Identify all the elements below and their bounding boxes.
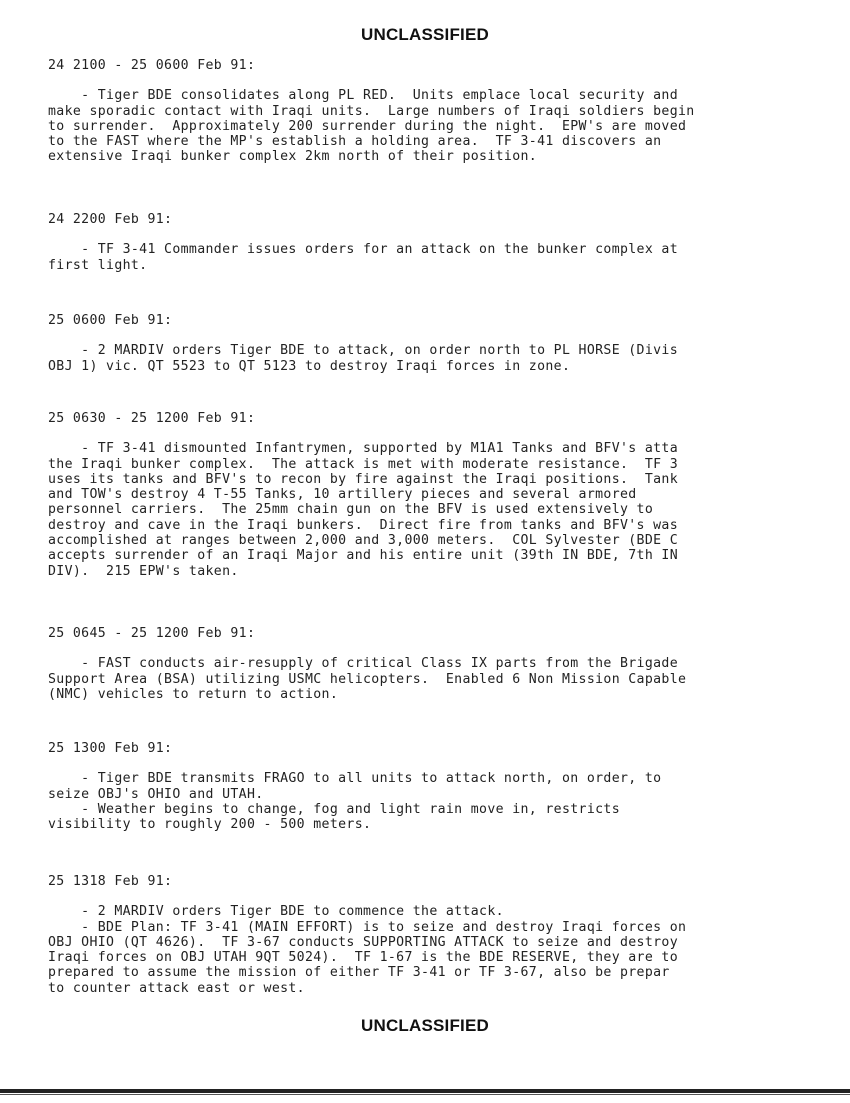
entry-line: and TOW's destroy 4 T-55 Tanks, 10 artillery pieces and several armored [48,487,637,503]
entry-line: extensive Iraqi bunker complex 2km north of their position. [48,149,538,165]
entry-line: first light. [48,257,148,273]
entry-line: uses its tanks and BFV's to recon by fire against the Iraqi positions. Tank [48,471,679,487]
entry-line: accepts surrender of an Iraqi Major and his entire unit (39th IN BDE, 7th IN [48,548,679,564]
entry-line: to the FAST where the MP's establish a holding area. TF 3-41 discovers an [48,134,662,150]
entry-line: OBJ 1) vic. QT 5523 to QT 5123 to destroy Iraqi forces in zone. [48,358,571,374]
entry-line: - Tiger BDE transmits FRAGO to all units to attack north, on order, to [48,771,662,787]
entry-line: to surrender. Approximately 200 surrender during the night. EPW's are moved [48,118,687,134]
classification-footer: UNCLASSIFIED [360,1016,490,1035]
entry-line: DIV). 215 EPW's taken. [48,563,239,579]
entry-line: - 2 MARDIV orders Tiger BDE to commence the attack. [48,904,504,920]
entry-line: make sporadic contact with Iraqi units. Large numbers of Iraqi soldiers begin [48,103,695,119]
entry-line: - TF 3-41 Commander issues orders for an attack on the bunker complex at [48,242,679,258]
entry-line: prepared to assume the mission of either TF 3-41 or TF 3-67, also be prepar [48,965,670,981]
entry-time: 25 1318 Feb 91: [48,874,173,889]
entry-line: - Tiger BDE consolidates along PL RED. Units emplace local security and [48,88,679,104]
entry-line: seize OBJ's OHIO and UTAH. [48,786,264,802]
log-entry [48,313,823,374]
log-entry [48,212,823,273]
entry-line: Iraqi forces on OBJ UTAH 9QT 5024). TF 1-67 is the BDE RESERVE, they are to [48,950,679,966]
entry-time: 24 2200 Feb 91: [48,212,173,227]
entry-line: (NMC) vehicles to return to action. [48,686,339,702]
bottom-border-rule-thin [0,1094,850,1095]
entry-line: - BDE Plan: TF 3-41 (MAIN EFFORT) is to seize and destroy Iraqi forces on [48,919,687,935]
entry-time: 25 1300 Feb 91: [48,741,173,756]
entry-time: 25 0645 - 25 1200 Feb 91: [48,626,256,641]
log-entry [48,411,823,579]
entry-line: - Weather begins to change, fog and light rain move in, restricts [48,801,620,817]
log-entry [48,874,823,996]
entry-line: - TF 3-41 dismounted Infantrymen, supported by M1A1 Tanks and BFV's atta [48,441,679,457]
entry-line: - 2 MARDIV orders Tiger BDE to attack, on order north to PL HORSE (Divis [48,343,679,359]
entry-line: destroy and cave in the Iraqi bunkers. Direct fire from tanks and BFV's was [48,517,679,533]
entry-line: personnel carriers. The 25mm chain gun on the BFV is used extensively to [48,502,654,518]
entry-time: 25 0600 Feb 91: [48,313,173,328]
bottom-border-rule [0,1089,850,1093]
entry-line: the Iraqi bunker complex. The attack is met with moderate resistance. TF 3 [48,456,679,472]
entry-time: 25 0630 - 25 1200 Feb 91: [48,411,256,426]
log-entry [48,58,823,165]
entry-line: to counter attack east or west. [48,980,305,996]
entry-line: OBJ OHIO (QT 4626). TF 3-67 conducts SUPPORTING ATTACK to seize and destroy [48,934,679,950]
entry-time: 24 2100 - 25 0600 Feb 91: [48,58,256,73]
log-entry [48,741,823,832]
entry-line: visibility to roughly 200 - 500 meters. [48,817,372,833]
classification-header: UNCLASSIFIED [360,25,490,44]
log-entry [48,626,823,702]
entry-line: - FAST conducts air-resupply of critical Class IX parts from the Brigade [48,656,679,672]
entry-line: accomplished at ranges between 2,000 and 3,000 meters. COL Sylvester (BDE C [48,533,679,549]
entry-line: Support Area (BSA) utilizing USMC helicopters. Enabled 6 Non Mission Capable [48,671,687,687]
